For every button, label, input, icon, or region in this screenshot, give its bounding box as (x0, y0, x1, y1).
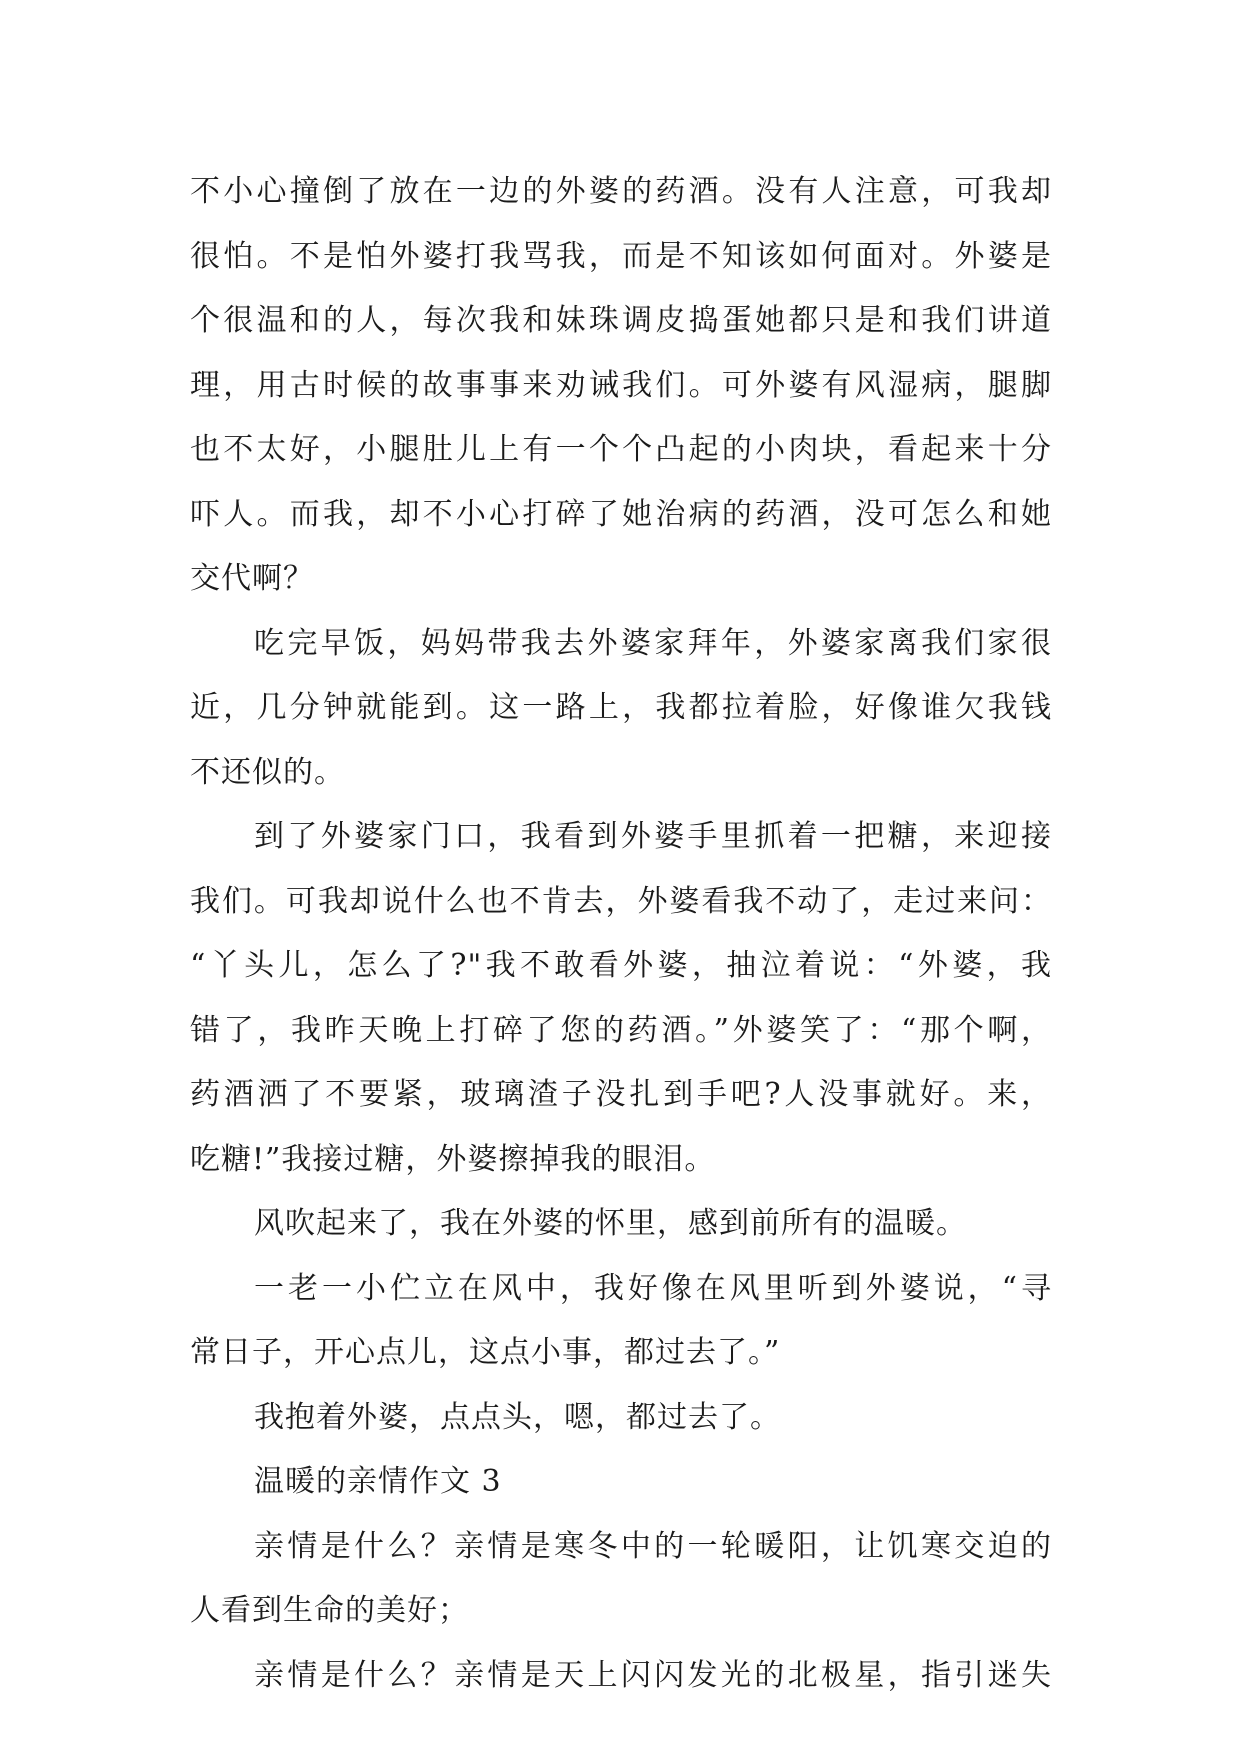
text-line: 一老一小伫立在风中，我好像在风里听到外婆说，“寻 (254, 1270, 1052, 1306)
text-line: 亲情是什么？亲情是寒冬中的一轮暖阳，让饥寒交迫的 (254, 1528, 1052, 1564)
text-line: 常日子，开心点儿，这点小事，都过去了。” (190, 1335, 781, 1370)
text-line: 交代啊？ (190, 561, 314, 596)
text-line: 很怕。不是怕外婆打我骂我，而是不知该如何面对。外婆是 (190, 238, 1052, 274)
text-line: 吓人。而我，却不小心打碎了她治病的药酒，没可怎么和她 (190, 496, 1052, 532)
text-line: 到了外婆家门口，我看到外婆手里抓着一把糖，来迎接 (254, 819, 1052, 854)
text-line: 风吹起来了，我在外婆的怀里，感到前所有的温暖。 (254, 1206, 967, 1241)
text-line: “丫头儿，怎么了?"我不敢看外婆，抽泣着说：“外婆，我 (190, 948, 1052, 983)
text-line: 吃糖!”我接过糖，外婆擦掉我的眼泪。 (190, 1141, 716, 1177)
text-line: 不小心撞倒了放在一边的外婆的药酒。没有人注意，可我却 (190, 174, 1052, 209)
text-line: 人看到生命的美好； (190, 1593, 469, 1628)
text-line: 药酒洒了不要紧，玻璃渣子没扎到手吧?人没事就好。来， (190, 1077, 1052, 1112)
text-line: 错了，我昨天晚上打碎了您的药酒。”外婆笑了：“那个啊， (190, 1012, 1052, 1048)
text-line: 吃完早饭，妈妈带我去外婆家拜年，外婆家离我们家很 (254, 625, 1052, 661)
section-heading: 温暖的亲情作文 3 (254, 1464, 502, 1499)
text-line: 近，几分钟就能到。这一路上，我都拉着脸，好像谁欠我钱 (190, 690, 1052, 725)
text-line: 我抱着外婆，点点头，嗯，都过去了。 (254, 1399, 781, 1435)
document-body (190, 160, 1052, 1708)
text-line: 亲情是什么？亲情是天上闪闪发光的北极星，指引迷失 (254, 1657, 1052, 1693)
text-line: 不还似的。 (190, 754, 345, 790)
text-line: 个很温和的人，每次我和妹珠调皮捣蛋她都只是和我们讲道 (190, 303, 1052, 338)
text-line: 理，用古时候的故事事来劝诫我们。可外婆有风湿病，腿脚 (190, 367, 1052, 403)
text-line: 我们。可我却说什么也不肯去，外婆看我不动了，走过来问： (190, 883, 1052, 919)
text-line: 也不太好，小腿肚儿上有一个个凸起的小肉块，看起来十分 (190, 432, 1052, 467)
